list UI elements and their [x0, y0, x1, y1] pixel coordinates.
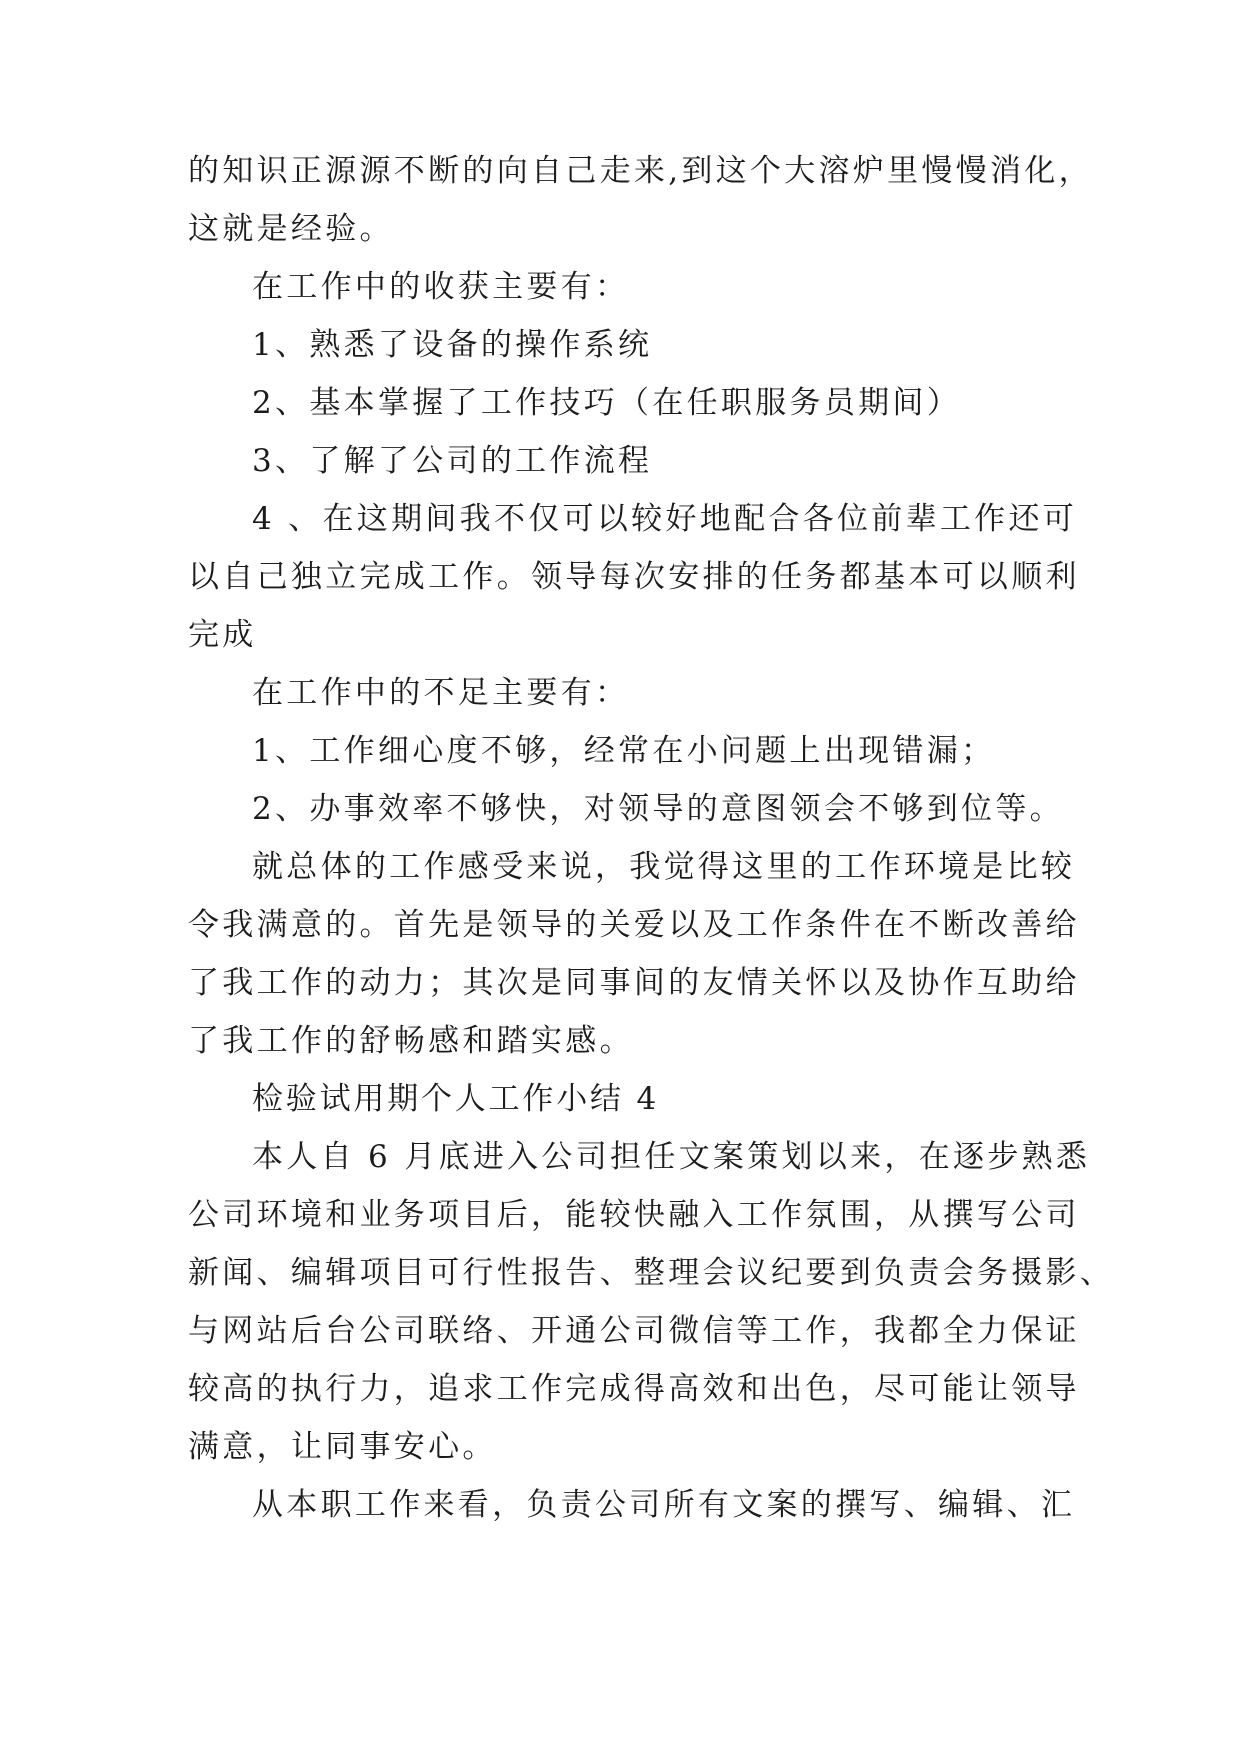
text-line: 这就是经验。 — [188, 211, 394, 247]
paragraph-line: 就总体的工作感受来说，我觉得这里的工作环境是比较 — [252, 849, 1076, 885]
text-line: 以自己独立完成工作。领导每次安排的任务都基本可以顺利 — [188, 559, 1080, 595]
text-line: 较高的执行力，追求工作完成得高效和出色，尽可能让领导 — [188, 1371, 1080, 1407]
text-line: 了我工作的动力；其次是同事间的友情关怀以及协作互助给 — [188, 965, 1080, 1001]
list-item: 4 、在这期间我不仅可以较好地配合各位前辈工作还可 — [252, 501, 1078, 537]
text-line: 令我满意的。首先是领导的关爱以及工作条件在不断改善给 — [188, 907, 1080, 943]
list-item: 1、熟悉了设备的操作系统 — [252, 327, 653, 363]
list-item: 2、办事效率不够快，对领导的意图领会不够到位等。 — [252, 791, 1064, 827]
section-title: 检验试用期个人工作小结 4 — [252, 1081, 659, 1117]
text-line: 的知识正源源不断的向自己走来,到这个大溶炉里慢慢消化， — [188, 153, 1093, 189]
text-line: 满意，让同事安心。 — [188, 1429, 497, 1465]
text-line: 新闻、编辑项目可行性报告、整理会议纪要到负责会务摄影、 — [188, 1255, 1115, 1291]
paragraph-line: 从本职工作来看，负责公司所有文案的撰写、编辑、汇 — [252, 1487, 1076, 1523]
text-line: 完成 — [188, 617, 257, 653]
list-item: 1、工作细心度不够，经常在小问题上出现错漏； — [252, 733, 996, 769]
section-heading: 在工作中的不足主要有： — [252, 675, 630, 711]
text-line: 了我工作的舒畅感和踏实感。 — [188, 1023, 634, 1059]
text-line: 公司环境和业务项目后，能较快融入工作氛围，从撰写公司 — [188, 1197, 1080, 1233]
paragraph-line: 本人自 6 月底进入公司担任文案策划以来，在逐步熟悉 — [252, 1139, 1091, 1175]
list-item: 3、了解了公司的工作流程 — [252, 443, 653, 479]
section-heading: 在工作中的收获主要有： — [252, 269, 630, 305]
text-line: 与网站后台公司联络、开通公司微信等工作，我都全力保证 — [188, 1313, 1080, 1349]
list-item: 2、基本掌握了工作技巧（在任职服务员期间） — [252, 385, 962, 421]
